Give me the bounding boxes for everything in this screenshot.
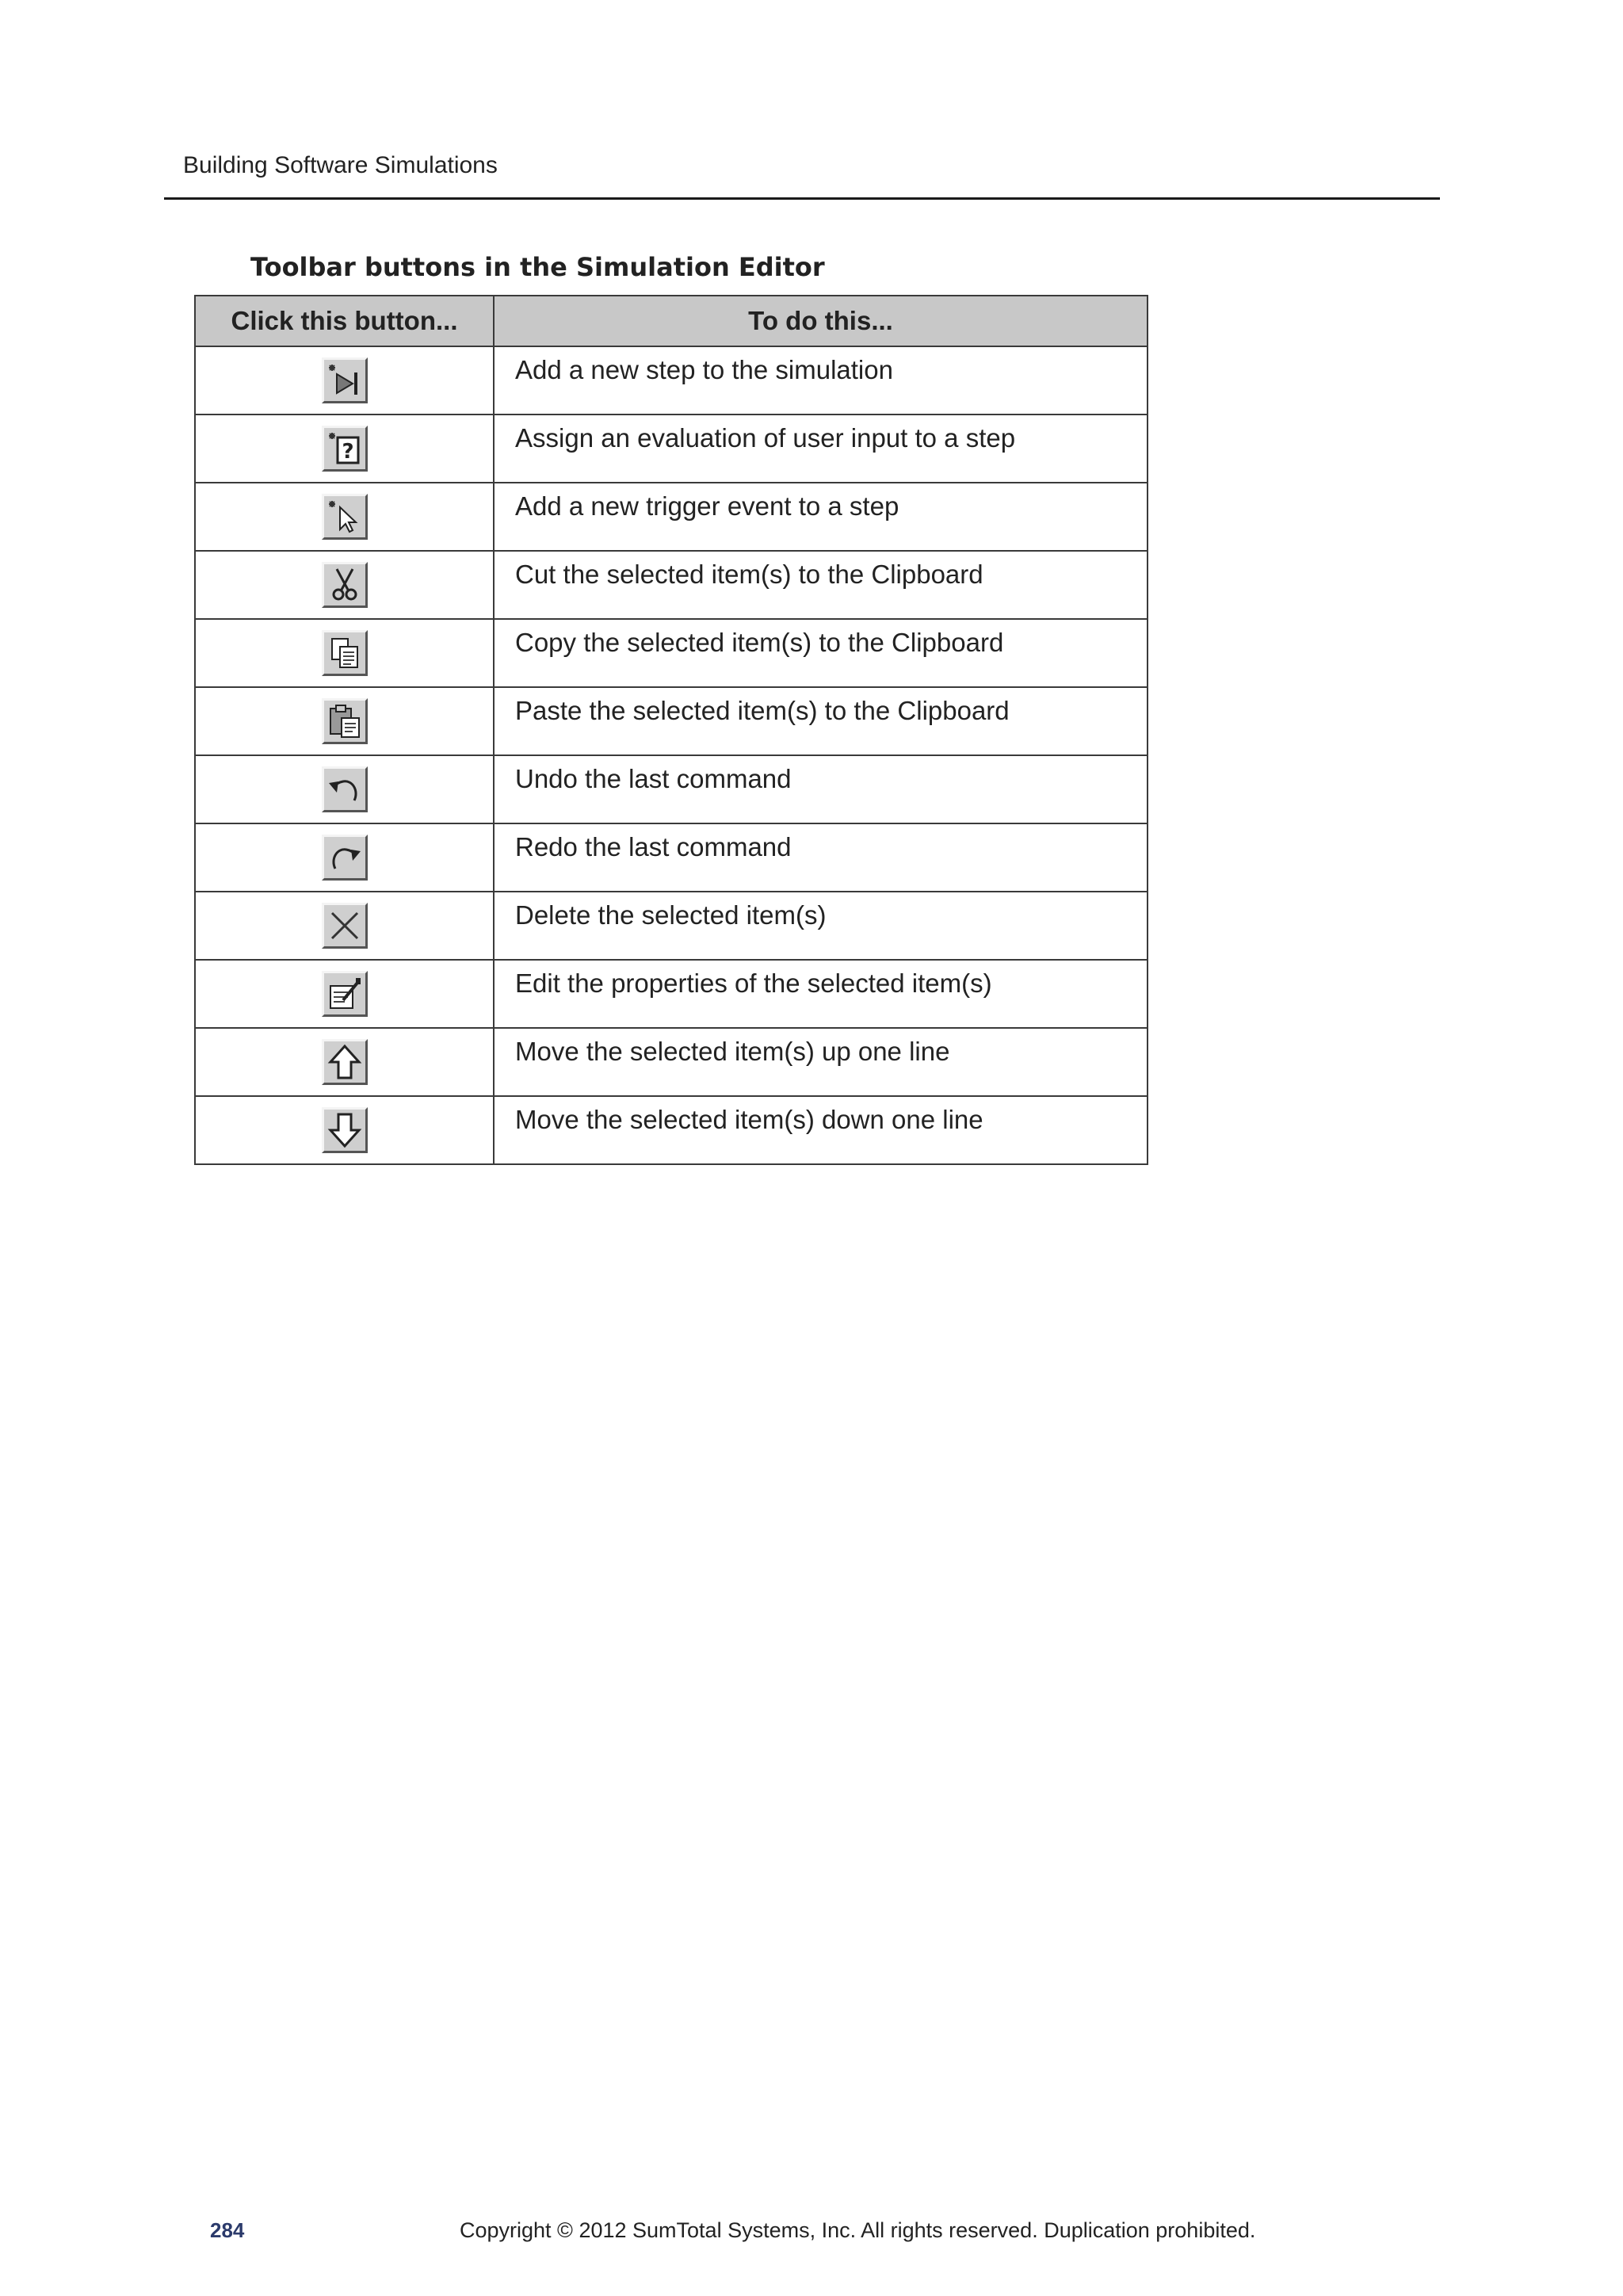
paste-icon — [322, 698, 368, 744]
running-header: Building Software Simulations — [183, 152, 498, 178]
arrow-up-icon — [322, 1039, 368, 1085]
table-row — [195, 483, 1148, 551]
row-description: Add a new step to the simulation — [494, 346, 1148, 415]
table-caption: Toolbar buttons in the Simulation Editor — [250, 252, 825, 282]
row-description: Add a new trigger event to a step — [494, 483, 1148, 551]
svg-text:?: ? — [341, 440, 354, 464]
table-row — [195, 1028, 1148, 1096]
new-step-button-icon — [322, 357, 368, 403]
redo-icon — [322, 835, 368, 881]
row-description: Cut the selected item(s) to the Clipboard — [494, 551, 1148, 619]
table-header-row — [195, 296, 1148, 346]
row-description: Edit the properties of the selected item(s) — [494, 960, 1148, 1028]
row-description: Redo the last command — [494, 823, 1148, 892]
row-description: Undo the last command — [494, 755, 1148, 823]
table-row — [195, 551, 1148, 619]
table-row — [195, 755, 1148, 823]
column-header-button: Click this button... — [195, 296, 494, 346]
trigger-event-button-icon — [322, 494, 368, 540]
header-rule — [164, 197, 1440, 200]
row-description: Move the selected item(s) up one line — [494, 1028, 1148, 1096]
row-description: Paste the selected item(s) to the Clipboard — [494, 687, 1148, 755]
undo-icon — [322, 766, 368, 812]
copy-icon — [322, 630, 368, 676]
table-row — [195, 619, 1148, 687]
table-row — [195, 687, 1148, 755]
properties-icon — [322, 971, 368, 1017]
table-row — [195, 960, 1148, 1028]
row-description: Copy the selected item(s) to the Clipboard — [494, 619, 1148, 687]
table-row — [195, 823, 1148, 892]
page-number: 284 — [210, 2218, 245, 2242]
row-description: Move the selected item(s) down one line — [494, 1096, 1148, 1164]
evaluation-button-icon — [322, 426, 368, 472]
toolbar-buttons-table — [194, 295, 1148, 1165]
table-row — [195, 415, 1148, 483]
arrow-down-icon — [322, 1107, 368, 1153]
table-row — [195, 892, 1148, 960]
table-row — [195, 1096, 1148, 1164]
delete-x-icon — [322, 903, 368, 949]
copyright-notice: Copyright © 2012 SumTotal Systems, Inc. All rights reserved. Duplication prohibited. — [460, 2218, 1256, 2242]
row-description: Assign an evaluation of user input to a step — [494, 415, 1148, 483]
scissors-icon — [322, 562, 368, 608]
table-row — [195, 346, 1148, 415]
column-header-action: To do this... — [494, 296, 1148, 346]
row-description: Delete the selected item(s) — [494, 892, 1148, 960]
